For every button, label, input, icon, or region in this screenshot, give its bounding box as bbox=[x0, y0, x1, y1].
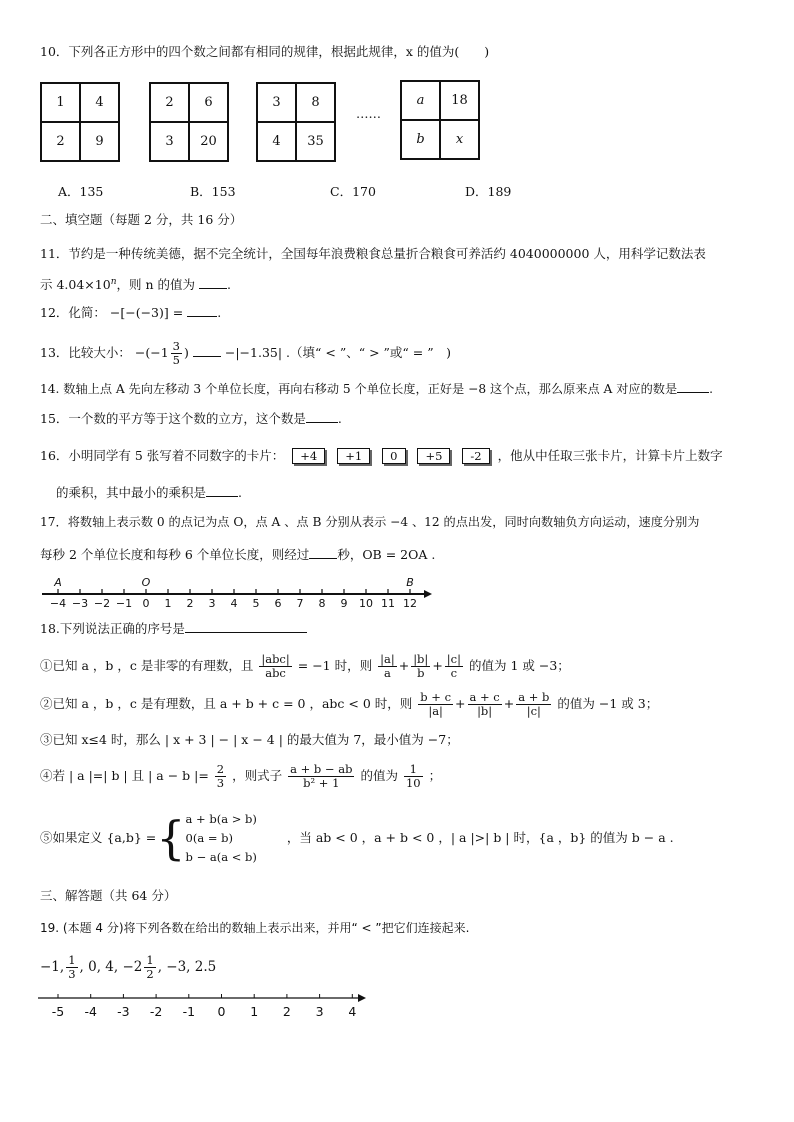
q17-line2 bbox=[40, 546, 435, 563]
item-text: 的值为 −1 或 3； bbox=[557, 696, 659, 711]
q18-text: 18.下列说法正确的序号是 bbox=[40, 621, 185, 636]
period: . bbox=[217, 305, 222, 320]
item-text: ，当 ab < 0 ，a + b < 0 ，| a |>| b | 时，{a ，b} 的值为 b − a . bbox=[286, 830, 674, 845]
q15 bbox=[40, 410, 342, 427]
q11-text: 示 4.04×10 bbox=[40, 277, 111, 293]
answer-blank bbox=[309, 546, 337, 559]
fraction bbox=[516, 691, 551, 718]
cell: 35 bbox=[296, 122, 335, 161]
tick-label: 2 bbox=[282, 1004, 291, 1019]
item-text: 的值为 bbox=[360, 768, 398, 783]
cell: 4 bbox=[257, 122, 296, 161]
option-a: A．135 bbox=[58, 184, 104, 199]
tick-label: 6 bbox=[274, 597, 282, 610]
tick-label: 9 bbox=[340, 597, 348, 610]
item-text: ②已知 a ，b ，c 是有理数，且 a + b + c = 0 ，abc < 0 时，则 bbox=[40, 696, 413, 711]
fraction bbox=[418, 691, 453, 718]
q13-text: ) bbox=[184, 345, 189, 360]
answer-blank bbox=[193, 344, 221, 357]
numerator: |c| bbox=[446, 652, 461, 666]
q14-text: 14. 数轴上点 A 先向左移动 3 个单位长度，再向右移动 5 个单位长度，正好是 −8 这个点，那么原来点 A 对应的数是 bbox=[40, 382, 678, 396]
number-text: −1, bbox=[40, 959, 65, 975]
fraction bbox=[404, 763, 423, 790]
case: 0(a = b) bbox=[185, 830, 234, 845]
answer-blank bbox=[187, 304, 217, 317]
tick-label: 0 bbox=[217, 1004, 226, 1019]
q17-text: 秒，OB = 2OA . bbox=[337, 547, 436, 562]
item-text: ，则式子 bbox=[232, 768, 283, 783]
answer-blank bbox=[185, 620, 307, 633]
tick-label: −2 bbox=[93, 597, 111, 610]
tick-label: −4 bbox=[49, 597, 67, 610]
cell: 3 bbox=[150, 122, 189, 161]
q16-text: ，他从中任取三张卡片，计算卡片上数字 bbox=[497, 448, 723, 463]
tick-label: 0 bbox=[142, 597, 150, 610]
denominator: b bbox=[417, 666, 425, 680]
numerator: b + c bbox=[420, 690, 452, 704]
cell: 1 bbox=[41, 83, 80, 122]
item-text: ④若 | a |=| b | 且 | a − b |= bbox=[40, 768, 209, 783]
numerator: 2 bbox=[216, 762, 225, 776]
point-label: B bbox=[406, 576, 414, 589]
number-card: +1 bbox=[337, 448, 370, 464]
tick-label: 7 bbox=[296, 597, 304, 610]
q18-stem bbox=[40, 620, 307, 637]
square-1 bbox=[40, 82, 120, 162]
cell: x bbox=[440, 120, 479, 159]
q11-line2 bbox=[40, 274, 231, 293]
tick-label: 8 bbox=[318, 597, 326, 610]
cell: 9 bbox=[80, 122, 119, 161]
q17-text: 每秒 2 个单位长度和每秒 6 个单位长度，则经过 bbox=[40, 547, 310, 562]
period: . bbox=[226, 277, 231, 293]
denominator: |a| bbox=[428, 704, 443, 718]
fraction bbox=[171, 340, 182, 367]
tick-label: -5 bbox=[51, 1004, 65, 1019]
period: . bbox=[337, 411, 342, 426]
period: . bbox=[238, 485, 242, 500]
item-text: ； bbox=[428, 768, 442, 783]
q13-text: 13．比较大小： −(−1 bbox=[40, 345, 169, 360]
fraction bbox=[411, 653, 430, 680]
option-c: C．170 bbox=[330, 184, 376, 199]
q18-item-3: ③已知 x≤4 时，那么 | x + 3 | − | x − 4 | 的最大值为 7，最小值为 −7； bbox=[40, 732, 459, 747]
cell: b bbox=[401, 120, 440, 159]
axis-arrow bbox=[424, 590, 432, 598]
cell: 4 bbox=[80, 83, 119, 122]
ellipsis: …… bbox=[356, 106, 381, 121]
number-text: , 0, 4, −2 bbox=[79, 959, 143, 975]
q16-text: 16．小明同学有 5 张写着不同数字的卡片： bbox=[40, 448, 285, 463]
left-brace: { bbox=[156, 811, 186, 865]
q17-line1: 17．将数轴上表示数 0 的点记为点 O，点 A 、点 B 分别从表示 −4 、12 的点出发，同时向数轴负方向运动，速度分别为 bbox=[40, 515, 700, 529]
section-2-heading: 二、填空题（每题 2 分，共 16 分） bbox=[40, 212, 243, 227]
denominator: b² + 1 bbox=[303, 776, 340, 790]
numerator: |abc| bbox=[261, 652, 290, 666]
numerator: |b| bbox=[413, 652, 429, 666]
numerator: 1 bbox=[68, 953, 76, 967]
q13 bbox=[40, 338, 451, 368]
q12-text: 12．化简： −[−(−3)] = bbox=[40, 305, 184, 320]
numerator: 1 bbox=[146, 953, 154, 967]
answer-blank bbox=[199, 276, 227, 289]
tick-label: 4 bbox=[348, 1004, 357, 1019]
number-text: , −3, 2.5 bbox=[157, 959, 217, 975]
cell: 6 bbox=[189, 83, 228, 122]
tick-label: 3 bbox=[208, 597, 216, 610]
fraction bbox=[215, 763, 226, 790]
tick-label: 3 bbox=[315, 1004, 324, 1019]
period: . bbox=[709, 382, 714, 396]
q19-stem: 19. (本题 4 分)将下列各数在给出的数轴上表示出来，并用“ < ”把它们连接起来. bbox=[40, 921, 470, 935]
fraction bbox=[144, 954, 155, 981]
q18-item-2: ②已知 a ，b ，c 是有理数，且 a + b + c = 0 ，abc < 0 时，则 $\frac{b + c}{|a|}$ + $\frac{a + c}{|b|}$ + $\frac{a + b}{|c|}$ 的值为 −1 或 3； bbox=[40, 690, 659, 718]
answer-blank bbox=[677, 380, 709, 393]
denominator: a bbox=[383, 666, 391, 680]
numerator: 3 bbox=[172, 339, 180, 353]
number-card: 0 bbox=[382, 448, 405, 464]
denominator: 2 bbox=[146, 967, 154, 981]
denominator: abc bbox=[265, 666, 286, 680]
number-card: +5 bbox=[417, 448, 450, 464]
tick-label: 5 bbox=[252, 597, 260, 610]
q11-text: ，则 n 的值为 bbox=[116, 277, 195, 293]
tick-label: -1 bbox=[182, 1004, 196, 1019]
q16-text: 的乘积，其中最小的乘积是 bbox=[56, 485, 207, 500]
item-text: = −1 时，则 bbox=[297, 658, 373, 673]
q18-item-1: ①已知 a ，b ，c 是非零的有理数，且 $\frac{\text{|abc|}}{\text{abc}}$ = −1 时，则 $\frac{|a|}{a}$ + $\frac{|b|}{b}$ + $\frac{|c|}{c}$ 的值为 1 或 −3； bbox=[40, 652, 570, 680]
square-4 bbox=[400, 80, 480, 160]
q13-text: −|−1.35| .（填“ < ”、“ > ”或“ = ” ) bbox=[224, 345, 451, 360]
q17-number-line bbox=[40, 570, 440, 610]
item-text: ①已知 a ，b ，c 是非零的有理数，且 bbox=[40, 658, 254, 673]
denominator: |b| bbox=[477, 704, 493, 718]
cell: 18 bbox=[440, 81, 479, 120]
tick-label: -4 bbox=[84, 1004, 97, 1019]
q14 bbox=[40, 380, 713, 397]
q18-item-5 bbox=[40, 808, 674, 868]
denominator: c bbox=[450, 666, 458, 680]
square-2 bbox=[149, 82, 229, 162]
point-label: O bbox=[141, 576, 151, 589]
q16-line2 bbox=[56, 484, 242, 501]
denominator: 3 bbox=[68, 967, 76, 981]
denominator: 10 bbox=[405, 776, 421, 790]
square-3 bbox=[256, 82, 336, 162]
q10-stem: 10．下列各正方形中的四个数之间都有相同的规律，根据此规律，x 的值为( ) bbox=[40, 44, 490, 59]
fraction bbox=[468, 691, 502, 718]
tick-label: 10 bbox=[359, 597, 373, 610]
q16-line1 bbox=[40, 448, 723, 464]
numerator: 1 bbox=[404, 763, 423, 777]
tick-label: −3 bbox=[71, 597, 89, 610]
cell: 20 bbox=[189, 122, 228, 161]
option-b: B．153 bbox=[190, 184, 236, 199]
point-label: A bbox=[54, 576, 62, 589]
fraction bbox=[378, 653, 397, 680]
answer-blank bbox=[206, 484, 238, 497]
tick-label: 4 bbox=[230, 597, 238, 610]
cell: 2 bbox=[41, 122, 80, 161]
fraction bbox=[445, 653, 463, 680]
tick-label: -2 bbox=[149, 1004, 163, 1019]
q12 bbox=[40, 304, 221, 321]
tick-label: 2 bbox=[186, 597, 194, 610]
tick-label: -3 bbox=[117, 1004, 130, 1019]
q18-item-4 bbox=[40, 760, 441, 792]
number-card: -2 bbox=[462, 448, 489, 464]
numerator: a + b bbox=[518, 690, 550, 704]
case: a + b(a > b) bbox=[185, 811, 257, 826]
tick-label: 12 bbox=[403, 597, 417, 610]
cell: 8 bbox=[296, 83, 335, 122]
numerator: a + c bbox=[469, 690, 500, 704]
tick-label: 1 bbox=[250, 1004, 259, 1019]
denominator: 3 bbox=[216, 776, 225, 790]
fraction bbox=[259, 653, 291, 680]
tick-label: −1 bbox=[115, 597, 133, 610]
q19-number-line bbox=[36, 990, 376, 1020]
number-card: +4 bbox=[292, 448, 325, 464]
piecewise-cases bbox=[186, 810, 257, 867]
item-text: ⑤如果定义 {a,b} = bbox=[40, 830, 157, 845]
axis-arrow bbox=[358, 994, 366, 1002]
option-d: D．189 bbox=[465, 184, 512, 199]
answer-blank bbox=[306, 410, 338, 423]
denominator: 5 bbox=[172, 353, 180, 367]
fraction bbox=[288, 763, 354, 790]
cell: 3 bbox=[257, 83, 296, 122]
fraction bbox=[66, 954, 77, 981]
numerator: |a| bbox=[380, 652, 395, 666]
q19-numbers bbox=[40, 950, 216, 984]
numerator: a + b − ab bbox=[290, 762, 353, 776]
section-3-heading: 三、解答题（共 64 分） bbox=[40, 888, 177, 903]
tick-label: 11 bbox=[381, 597, 395, 610]
exponent: n bbox=[110, 277, 117, 287]
case: b − a(a < b) bbox=[185, 849, 257, 864]
q15-text: 15．一个数的平方等于这个数的立方，这个数是 bbox=[40, 411, 306, 426]
q11-line1: 11．节约是一种传统美德，据不完全统计，全国每年浪费粮食总量折合粮食可养活约 4040000000 人，用科学记数法表 bbox=[40, 246, 706, 261]
item-text: 的值为 1 或 −3； bbox=[468, 658, 570, 673]
cell: a bbox=[401, 81, 440, 120]
cell: 2 bbox=[150, 83, 189, 122]
tick-label: 1 bbox=[164, 597, 172, 610]
denominator: |c| bbox=[526, 704, 541, 718]
